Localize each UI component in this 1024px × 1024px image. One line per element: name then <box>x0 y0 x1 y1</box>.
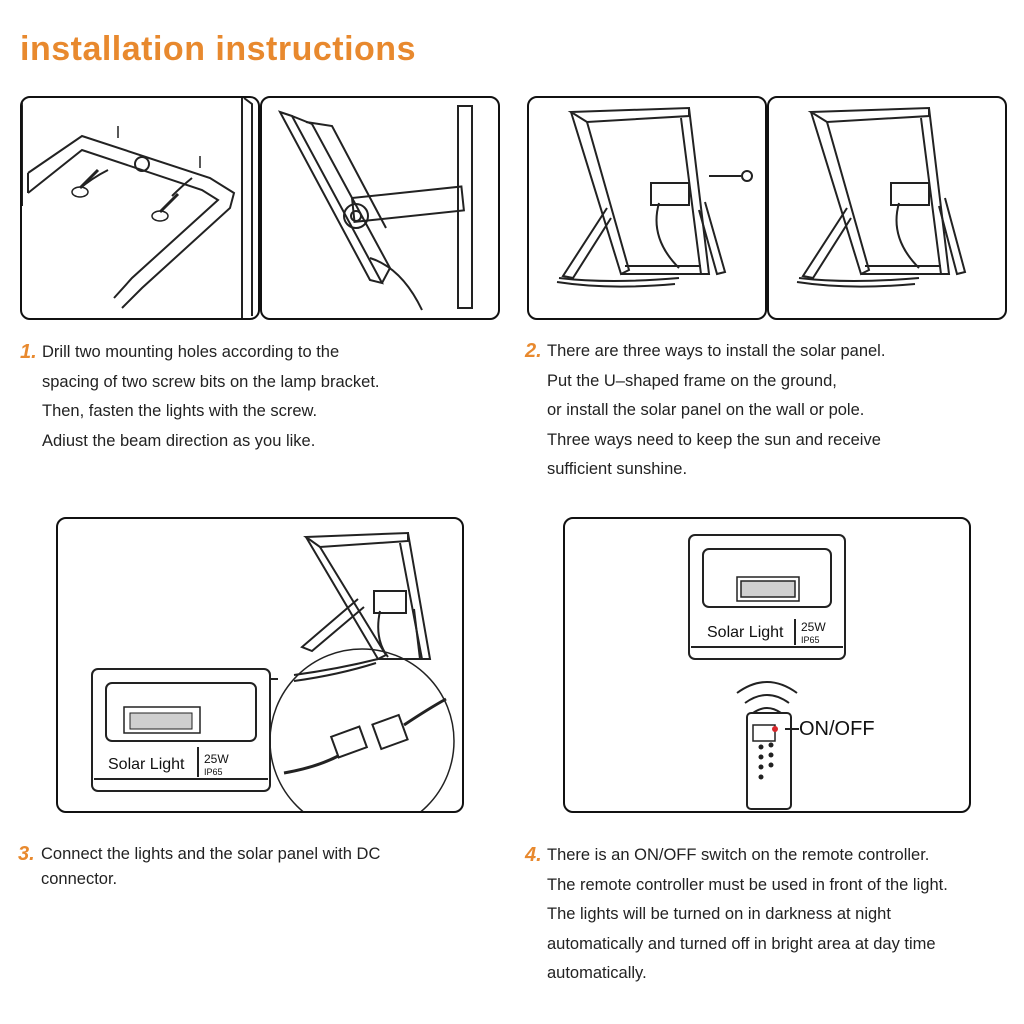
step-2-line-1: There are three ways to install the solar panel. <box>547 342 886 360</box>
remote-onoff-label: ON/OFF <box>799 718 875 740</box>
step-3-number: 3. <box>18 843 35 865</box>
diagram-solar-panel-stand-screw <box>527 96 767 320</box>
step-4-line-4: automatically and turned off in bright area at day time <box>547 934 936 953</box>
step-1-line-1: Drill two mounting holes according to the <box>42 343 340 361</box>
step-4-line-1: There is an ON/OFF switch on the remote controller. <box>547 846 930 864</box>
step-1-number: 1. <box>20 341 37 363</box>
step-4-text <box>525 841 1015 989</box>
diagram-bracket-screws <box>20 96 260 320</box>
step-3-line-1: Connect the lights and the solar panel with DC <box>41 845 381 863</box>
step-4-line-2: The remote controller must be used in front of the light. <box>547 875 948 894</box>
lamp-ip-step3: IP65 <box>204 767 223 777</box>
remote-power-dot <box>772 726 778 732</box>
step-3-line-2: connector. <box>41 870 118 888</box>
step-2-line-2: Put the U–shaped frame on the ground, <box>547 371 837 390</box>
lamp-watt-step3: 25W <box>204 752 229 766</box>
diagram-dc-connection <box>56 517 464 813</box>
diagram-lamp-side-mount <box>260 96 500 320</box>
step-2-line-3: or install the solar panel on the wall or pole. <box>547 401 865 419</box>
step-4-line-3: The lights will be turned on in darkness at night <box>547 905 891 923</box>
step-1-line-3: Then, fasten the lights with the screw. <box>42 402 318 420</box>
page-title: installation instructions <box>20 30 416 68</box>
step-1-text <box>20 338 500 456</box>
lamp-label-step4: Solar Light <box>707 624 784 641</box>
step-3-text <box>18 840 498 892</box>
diagram-solar-panel-stand <box>767 96 1007 320</box>
lamp-label-step3: Solar Light <box>108 756 185 773</box>
step-1-line-4: Adiust the beam direction as you like. <box>42 431 316 450</box>
diagram-remote-control <box>563 517 971 813</box>
step-2-number: 2. <box>525 340 542 362</box>
lamp-ip-step4: IP65 <box>801 635 820 645</box>
step-1-line-2: spacing of two screw bits on the lamp bracket. <box>42 372 380 391</box>
step-4-line-5: automatically. <box>547 964 647 982</box>
step-2-text <box>525 337 1005 485</box>
step-2-line-4: Three ways need to keep the sun and receive <box>547 430 881 449</box>
lamp-watt-step4: 25W <box>801 620 826 634</box>
step-2-line-5: sufficient sunshine. <box>547 460 688 478</box>
step-4-number: 4. <box>525 844 542 866</box>
